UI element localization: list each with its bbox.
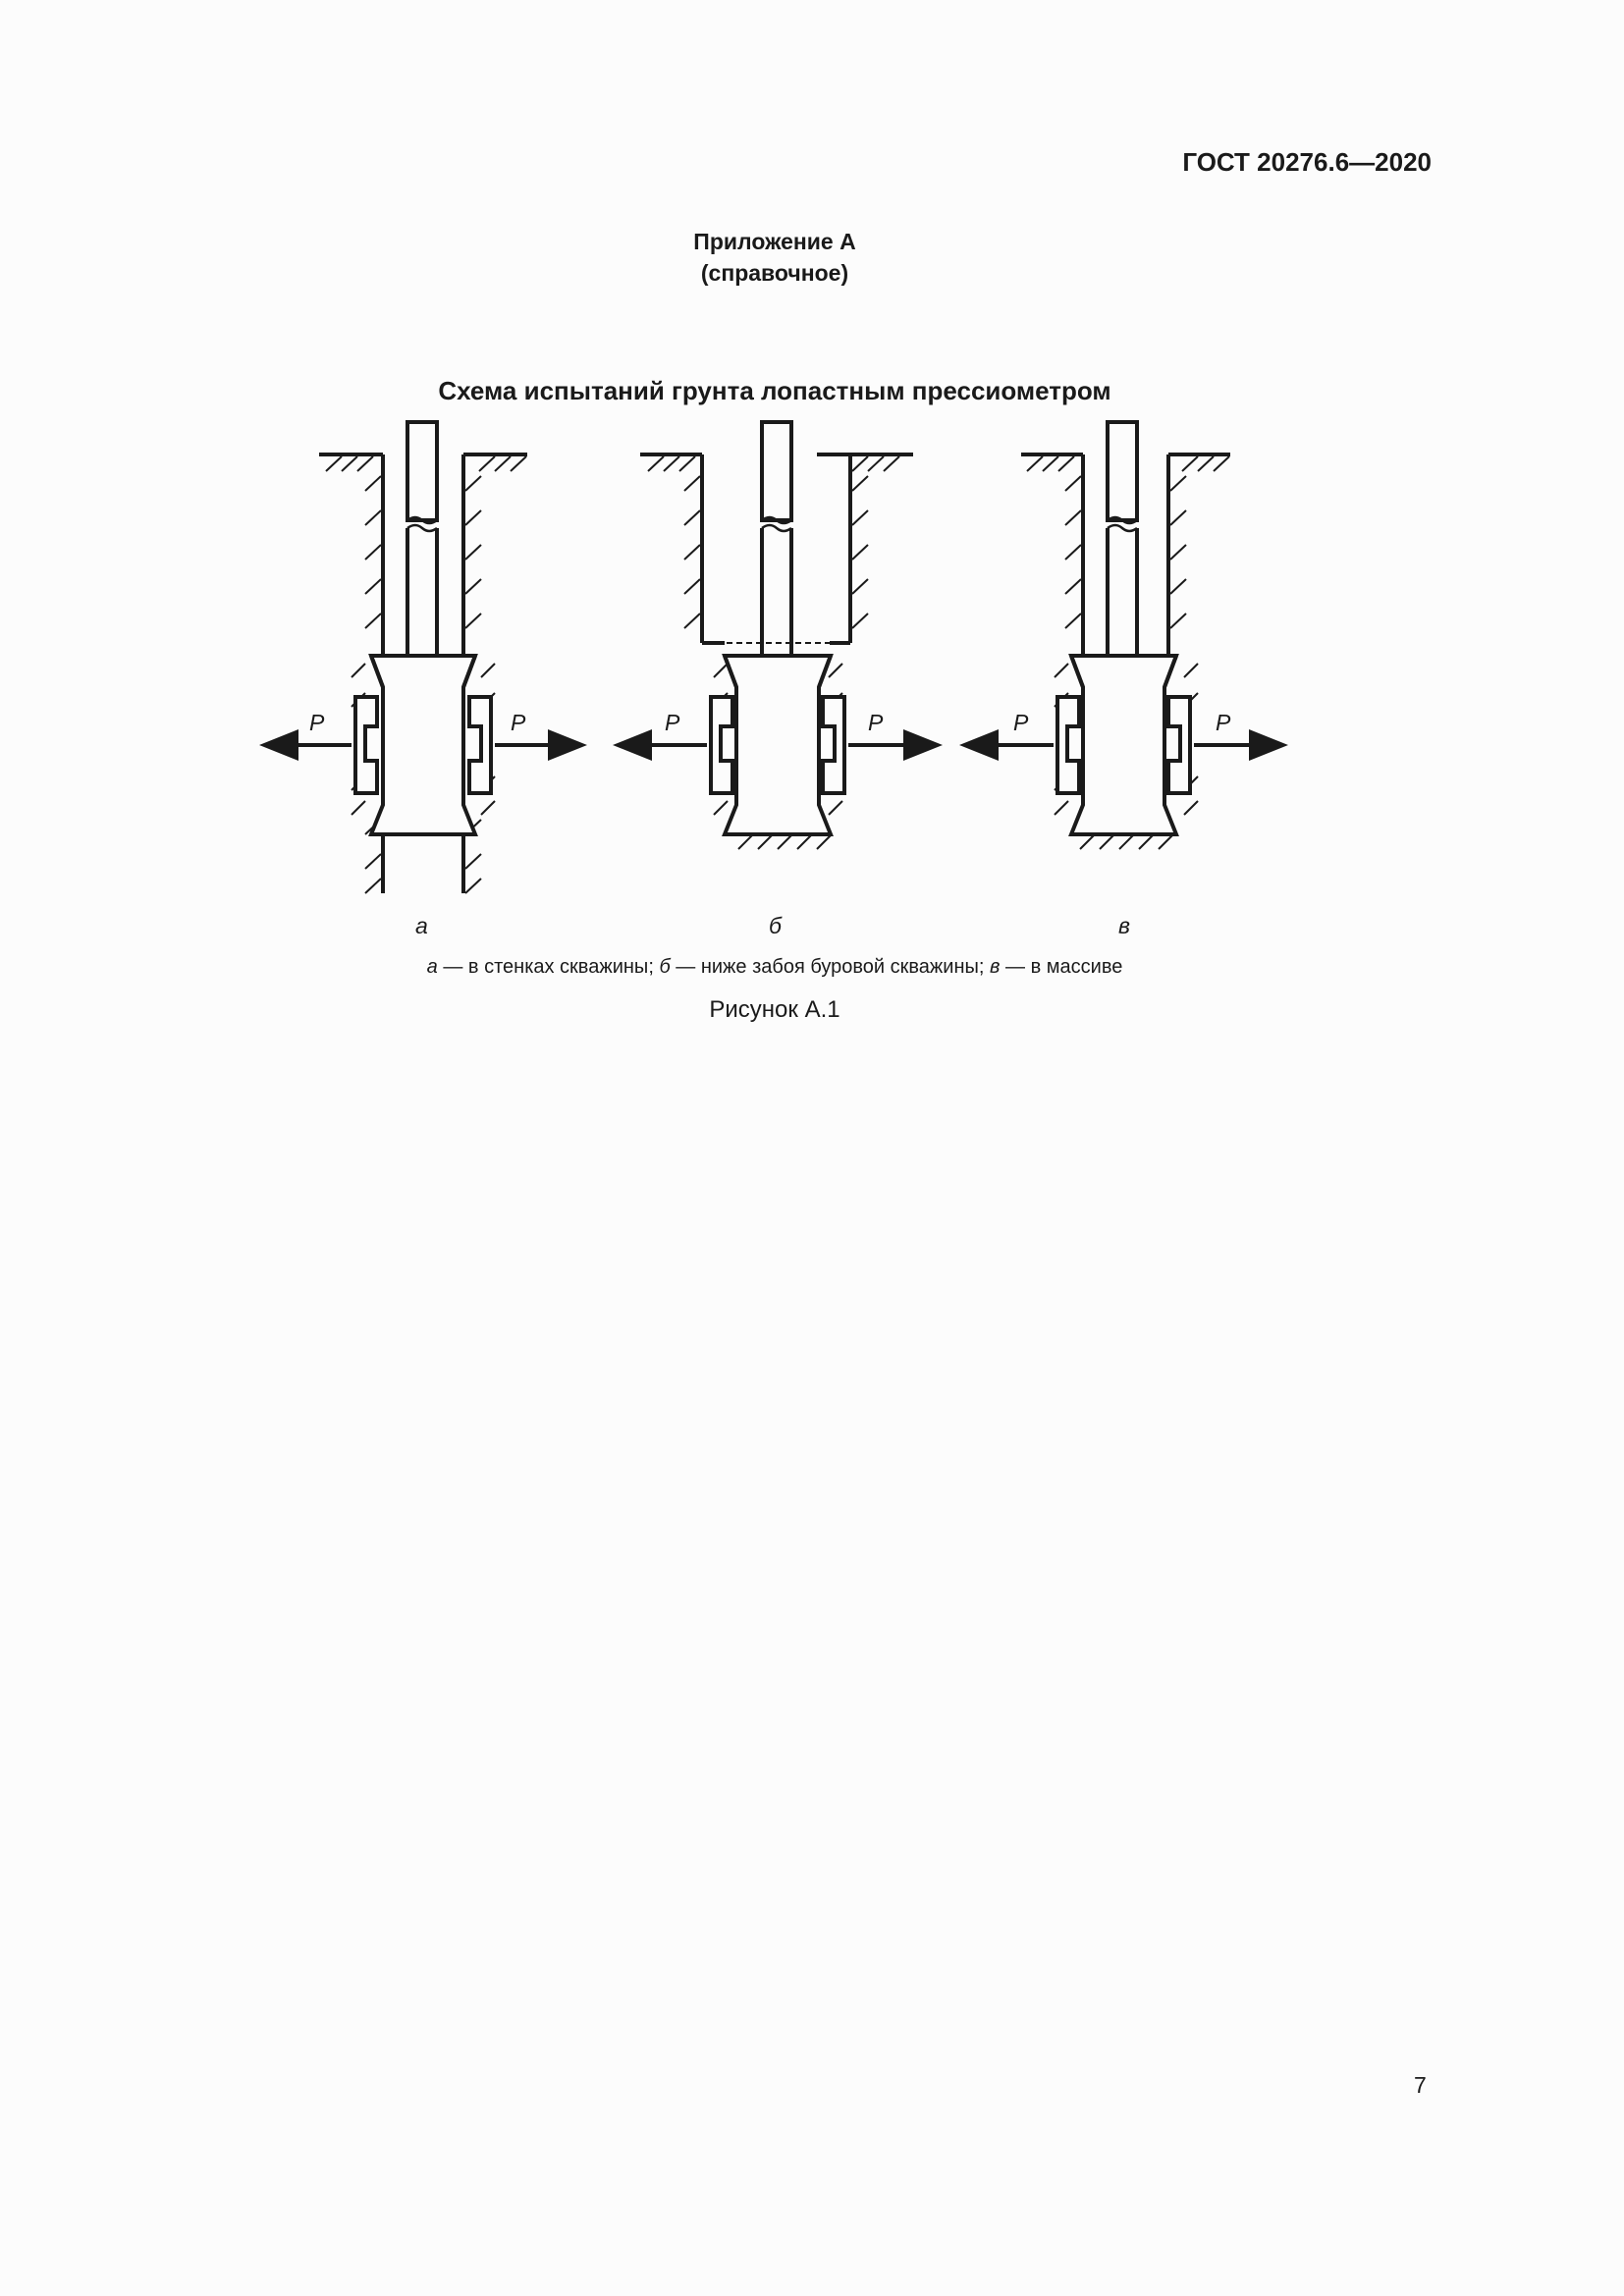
subfigure-label-a: а bbox=[415, 913, 428, 938]
legend-separator: — bbox=[670, 956, 701, 978]
page-number: 7 bbox=[1414, 2072, 1427, 2098]
legend-letter-c: в bbox=[990, 956, 1001, 978]
force-label: P bbox=[868, 710, 884, 735]
scheme-b bbox=[640, 422, 913, 849]
legend-delimiter: ; bbox=[978, 956, 991, 978]
force-label: P bbox=[1013, 710, 1029, 735]
legend-text-b: ниже забоя буровой скважины bbox=[700, 956, 979, 978]
appendix-type: (справочное) bbox=[700, 260, 849, 286]
legend-text-c: в массиве bbox=[1030, 956, 1123, 978]
figure-caption: Рисунок А.1 bbox=[709, 996, 840, 1023]
pressuremeter-diagram bbox=[0, 0, 1624, 942]
figure-legend bbox=[0, 956, 1549, 979]
legend-delimiter: ; bbox=[648, 956, 660, 978]
subfigure-label-b: б bbox=[769, 913, 782, 938]
force-label: P bbox=[309, 710, 325, 735]
appendix-title: Приложение А bbox=[693, 229, 856, 254]
scheme-c bbox=[995, 422, 1253, 849]
legend-text-a: в стенках скважины bbox=[467, 956, 649, 978]
legend-separator: — bbox=[1000, 956, 1031, 978]
force-label: P bbox=[511, 710, 526, 735]
legend-separator: — bbox=[437, 956, 468, 978]
legend-letter-b: б bbox=[659, 956, 671, 978]
document-code: ГОСТ 20276.6—2020 bbox=[1182, 147, 1432, 177]
figure-title: Схема испытаний грунта лопастным прессиометром bbox=[438, 376, 1111, 405]
force-label: P bbox=[665, 710, 680, 735]
legend-letter-a: а bbox=[426, 956, 438, 978]
force-label: P bbox=[1216, 710, 1231, 735]
subfigure-label-c: в bbox=[1118, 913, 1131, 938]
scheme-a bbox=[295, 422, 552, 893]
